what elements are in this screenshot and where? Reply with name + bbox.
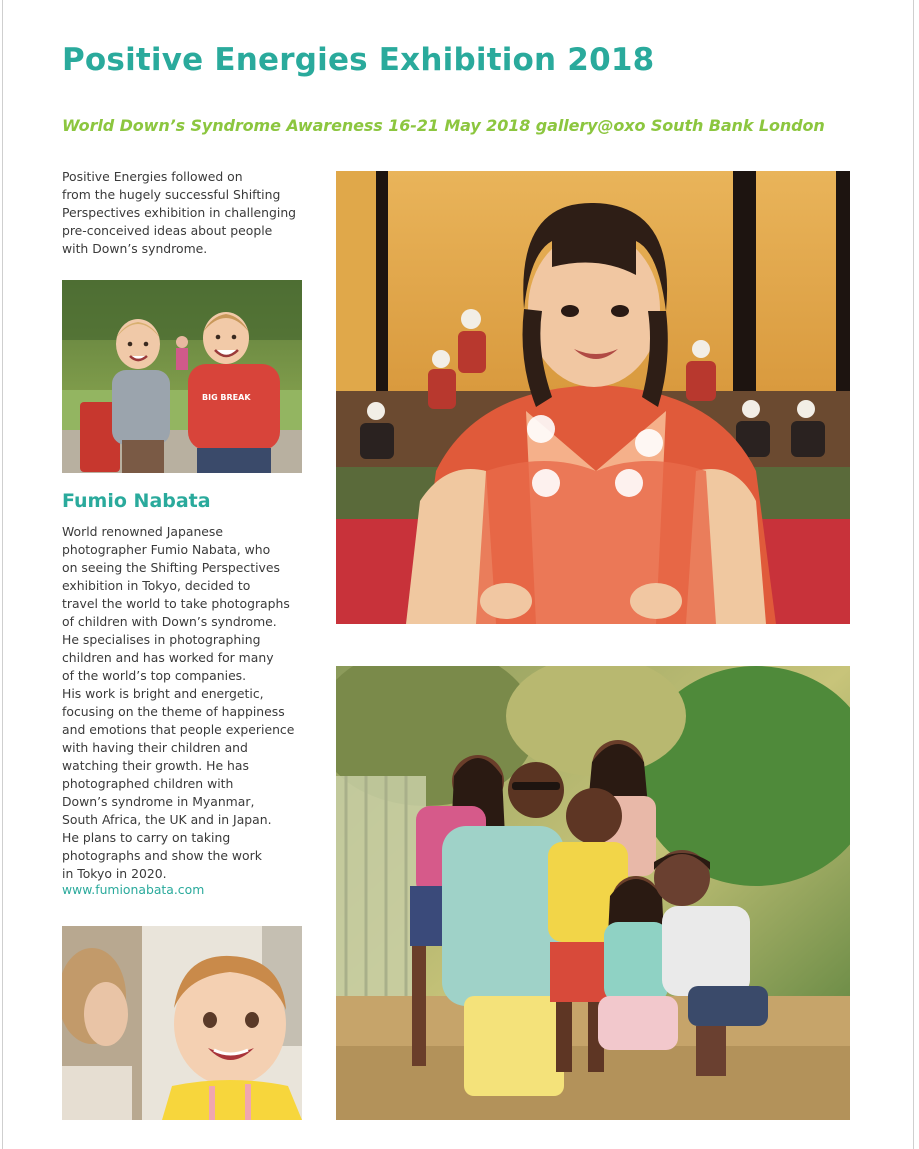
intro-line: with Down’s syndrome. xyxy=(62,241,208,256)
bio-heading: Fumio Nabata xyxy=(62,490,211,512)
bio-line: exhibition in Tokyo, decided to xyxy=(62,578,251,593)
website-link[interactable]: www.fumionabata.com xyxy=(62,882,205,897)
bio-line: watching their growth. He has xyxy=(62,758,249,773)
intro-line: Positive Energies followed on xyxy=(62,169,243,184)
bio-line: in Tokyo in 2020. xyxy=(62,866,167,881)
bio-line: children and has worked for many xyxy=(62,650,274,665)
bio-line: on seeing the Shifting Perspectives xyxy=(62,560,280,575)
shirt-text: BIG BREAK xyxy=(202,393,251,402)
bio-paragraph xyxy=(62,523,312,883)
bio-line: South Africa, the UK and in Japan. xyxy=(62,812,272,827)
bio-line: focusing on the theme of happiness xyxy=(62,704,285,719)
photo-girl-kimono xyxy=(336,171,850,624)
intro-line: from the hugely successful Shifting xyxy=(62,187,281,202)
bio-line: He specialises in photographing xyxy=(62,632,261,647)
intro-line: pre-conceived ideas about people xyxy=(62,223,273,238)
intro-line: Perspectives exhibition in challenging xyxy=(62,205,297,220)
bio-line: Down’s syndrome in Myanmar, xyxy=(62,794,255,809)
bio-line: photographer Fumio Nabata, who xyxy=(62,542,271,557)
photo-smiling-baby xyxy=(62,926,302,1120)
page-title: Positive Energies Exhibition 2018 xyxy=(62,42,655,78)
bio-line: photographs and show the work xyxy=(62,848,262,863)
bio-line: He plans to carry on taking xyxy=(62,830,231,845)
bio-line: of the world’s top companies. xyxy=(62,668,247,683)
bio-line: with having their children and xyxy=(62,740,248,755)
page-subtitle: World Down’s Syndrome Awareness 16-21 May 2018 gallery@oxo South Bank London xyxy=(62,116,825,135)
bio-line: World renowned Japanese xyxy=(62,524,223,539)
bio-line: photographed children with xyxy=(62,776,234,791)
photo-family-group xyxy=(336,666,850,1120)
bio-line: travel the world to take photographs xyxy=(62,596,290,611)
bio-line: of children with Down’s syndrome. xyxy=(62,614,277,629)
intro-paragraph xyxy=(62,168,307,258)
bio-line: His work is bright and energetic, xyxy=(62,686,264,701)
photo-two-boys xyxy=(62,280,302,473)
bio-line: and emotions that people experience xyxy=(62,722,295,737)
